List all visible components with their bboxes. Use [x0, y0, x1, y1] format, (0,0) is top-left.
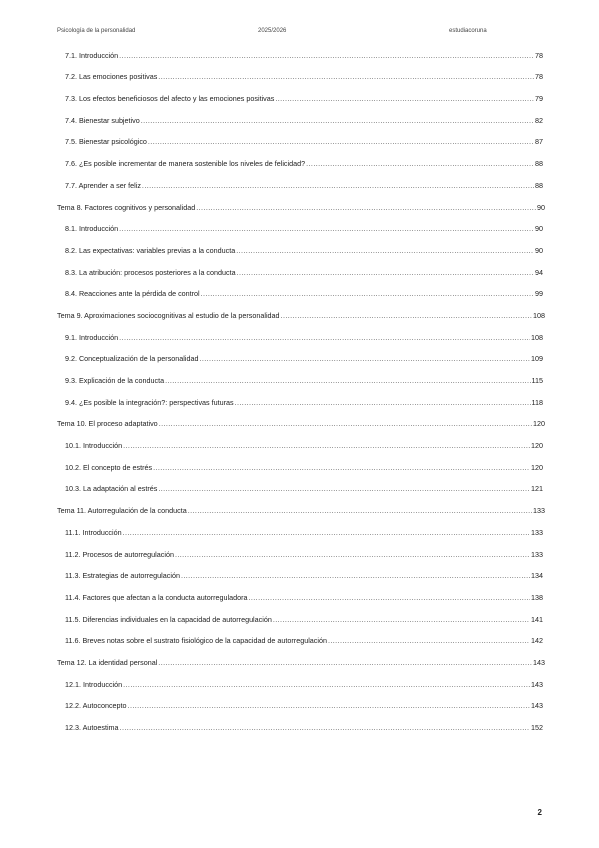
toc-entry-title: Tema 8. Factores cognitivos y personalidad	[57, 202, 196, 212]
toc-leader-dots	[119, 224, 534, 233]
toc-entry-page: 134	[531, 571, 543, 581]
toc-section-entry[interactable]	[57, 515, 543, 537]
toc-entry-title: 11.3. Estrategias de autorregulación	[65, 571, 180, 581]
toc-entry-page: 121	[531, 484, 543, 494]
toc-entry-page: 142	[531, 636, 543, 646]
toc-entry-page: 118	[531, 397, 543, 407]
toc-section-entry[interactable]	[57, 146, 543, 168]
toc-entry-page: 152	[531, 723, 543, 732]
toc-entry-title: 11.6. Breves notas sobre el sustrato fisiológico de la capacidad de autorregulación	[65, 636, 327, 646]
toc-section-entry[interactable]	[57, 602, 543, 624]
toc-entry-title: 11.2. Procesos de autorregulación	[65, 549, 174, 559]
toc-entry-page: 133	[531, 527, 543, 537]
toc-section-entry[interactable]	[57, 710, 543, 732]
toc-entry-title: 8.1. Introducción	[65, 224, 119, 234]
toc-entry-title: 10.3. La adaptación al estrés	[65, 484, 158, 494]
toc-entry-page: 143	[533, 657, 545, 667]
toc-entry-title: 10.1. Introducción	[65, 441, 123, 451]
toc-entry-title: 12.3. Autoestima	[65, 723, 119, 732]
toc-entry-title: 7.1. Introducción	[65, 50, 119, 60]
toc-leader-dots	[201, 289, 534, 298]
toc-section-entry[interactable]	[57, 255, 543, 277]
toc-entry-page: 133	[533, 506, 545, 516]
toc-entry-page: 115	[531, 376, 543, 385]
toc-section-entry[interactable]	[57, 428, 543, 450]
toc-entry-page: 138	[531, 592, 543, 602]
toc-entry-title: 12.2. Autoconcepto	[65, 701, 127, 711]
header-center: 2025/2026	[258, 28, 287, 34]
toc-section-entry[interactable]	[57, 81, 543, 103]
toc-chapter-entry[interactable]	[57, 190, 545, 212]
toc-entry-page: 87	[535, 137, 543, 147]
toc-entry-title: 8.2. Las expectativas: variables previas a la conducta	[65, 245, 236, 255]
toc-entry-page: 99	[535, 289, 543, 299]
toc-entry-title: 11.4. Factores que afectan a la conducta autorreguladora	[65, 592, 248, 602]
toc-entry-title: Tema 12. La identidad personal	[57, 657, 158, 667]
toc-leader-dots	[119, 333, 530, 342]
header-left: Psicología de la personalidad	[57, 28, 136, 34]
toc-leader-dots	[128, 701, 530, 710]
toc-entry-page: 143	[531, 679, 543, 689]
toc-leader-dots	[199, 354, 530, 363]
toc-section-entry[interactable]	[57, 689, 543, 711]
toc-leader-dots	[120, 723, 530, 732]
toc-leader-dots	[142, 181, 534, 190]
toc-chapter-entry[interactable]	[57, 645, 545, 667]
toc-entry-title: 7.5. Bienestar psicológico	[65, 137, 147, 147]
toc-entry-page: 78	[535, 72, 543, 82]
toc-section-entry[interactable]	[57, 277, 543, 299]
toc-section-entry[interactable]	[57, 363, 543, 385]
header-right: estudiacoruna	[449, 28, 487, 34]
toc-entry-page: 109	[531, 354, 543, 364]
toc-leader-dots	[123, 441, 530, 450]
toc-entry-page: 120	[531, 441, 543, 451]
toc-leader-dots	[158, 72, 534, 81]
table-of-contents	[57, 38, 543, 732]
toc-entry-title: Tema 11. Autorregulación de la conducta	[57, 506, 187, 516]
toc-entry-title: 7.3. Los efectos beneficiosos del afecto y las emociones positivas	[65, 94, 275, 104]
toc-entry-page: 120	[533, 419, 545, 429]
toc-section-entry[interactable]	[57, 212, 543, 234]
toc-entry-page: 141	[531, 614, 543, 624]
toc-leader-dots	[236, 246, 534, 255]
toc-entry-page: 88	[535, 180, 543, 190]
toc-leader-dots	[165, 376, 530, 385]
toc-entry-page: 90	[537, 202, 545, 212]
toc-entry-title: 8.4. Reacciones ante la pérdida de control	[65, 289, 200, 299]
toc-entry-title: 11.5. Diferencias individuales en la capacidad de autorregulación	[65, 614, 272, 624]
toc-entry-title: 12.1. Introducción	[65, 679, 123, 689]
toc-section-entry[interactable]	[57, 385, 543, 407]
toc-entry-title: 7.2. Las emociones positivas	[65, 72, 158, 82]
toc-section-entry[interactable]	[57, 60, 543, 82]
toc-leader-dots	[141, 116, 534, 125]
toc-leader-dots	[148, 137, 534, 146]
toc-entry-title: 9.1. Introducción	[65, 332, 119, 342]
toc-leader-dots	[158, 484, 530, 493]
toc-leader-dots	[235, 398, 531, 407]
toc-leader-dots	[196, 203, 536, 212]
toc-section-entry[interactable]	[57, 580, 543, 602]
toc-chapter-entry[interactable]	[57, 298, 545, 320]
toc-section-entry[interactable]	[57, 233, 543, 255]
toc-entry-page: 88	[535, 159, 543, 169]
toc-leader-dots	[188, 506, 532, 515]
toc-section-entry[interactable]	[57, 559, 543, 581]
toc-entry-title: Tema 10. El proceso adaptativo	[57, 419, 158, 429]
toc-leader-dots	[123, 528, 530, 537]
toc-entry-title: 9.4. ¿Es posible la integración?: perspectivas futuras	[65, 397, 234, 407]
toc-section-entry[interactable]	[57, 168, 543, 190]
toc-leader-dots	[181, 571, 530, 580]
toc-section-entry[interactable]	[57, 667, 543, 689]
toc-chapter-entry[interactable]	[57, 493, 545, 515]
toc-section-entry[interactable]	[57, 103, 543, 125]
toc-entry-title: 7.4. Bienestar subjetivo	[65, 115, 140, 125]
toc-entry-title: 10.2. El concepto de estrés	[65, 462, 153, 472]
toc-entry-page: 133	[531, 549, 543, 559]
toc-chapter-entry[interactable]	[57, 407, 545, 429]
toc-entry-title: 9.2. Conceptualización de la personalidad	[65, 354, 199, 364]
toc-leader-dots	[119, 51, 534, 60]
toc-section-entry[interactable]	[57, 537, 543, 559]
toc-entry-page: 108	[531, 332, 543, 342]
toc-entry-page: 79	[535, 94, 543, 104]
toc-entry-title: 7.7. Aprender a ser feliz	[65, 180, 141, 190]
toc-section-entry[interactable]	[57, 342, 543, 364]
toc-leader-dots	[159, 419, 532, 428]
toc-leader-dots	[248, 593, 530, 602]
toc-entry-page: 94	[535, 267, 543, 277]
toc-entry-title: 9.3. Explicación de la conducta	[65, 376, 165, 385]
toc-leader-dots	[273, 615, 530, 624]
toc-entry-page: 78	[535, 50, 543, 60]
toc-leader-dots	[237, 268, 534, 277]
toc-leader-dots	[306, 159, 534, 168]
toc-section-entry[interactable]	[57, 38, 543, 60]
toc-entry-page: 82	[535, 115, 543, 125]
toc-leader-dots	[328, 636, 530, 645]
toc-entry-page: 90	[535, 245, 543, 255]
toc-entry-page: 120	[531, 462, 543, 472]
toc-section-entry[interactable]	[57, 125, 543, 147]
toc-section-entry[interactable]	[57, 450, 543, 472]
toc-section-entry[interactable]	[57, 472, 543, 494]
toc-entry-title: 8.3. La atribución: procesos posteriores a la conducta	[65, 267, 236, 277]
toc-entry-page: 108	[533, 310, 545, 320]
toc-leader-dots	[175, 550, 530, 559]
toc-section-entry[interactable]	[57, 624, 543, 646]
toc-leader-dots	[158, 658, 532, 667]
toc-entry-title: 7.6. ¿Es posible incrementar de manera sostenible los niveles de felicidad?	[65, 159, 306, 169]
toc-leader-dots	[153, 463, 530, 472]
toc-entry-title: 11.1. Introducción	[65, 527, 122, 537]
toc-entry-page: 143	[531, 701, 543, 711]
toc-section-entry[interactable]	[57, 320, 543, 342]
toc-leader-dots	[281, 311, 532, 320]
toc-entry-page: 90	[535, 224, 543, 234]
toc-leader-dots	[275, 94, 534, 103]
page-number: 2	[537, 808, 542, 817]
toc-entry-title: Tema 9. Aproximaciones sociocognitivas al estudio de la personalidad	[57, 310, 280, 320]
toc-leader-dots	[123, 680, 530, 689]
